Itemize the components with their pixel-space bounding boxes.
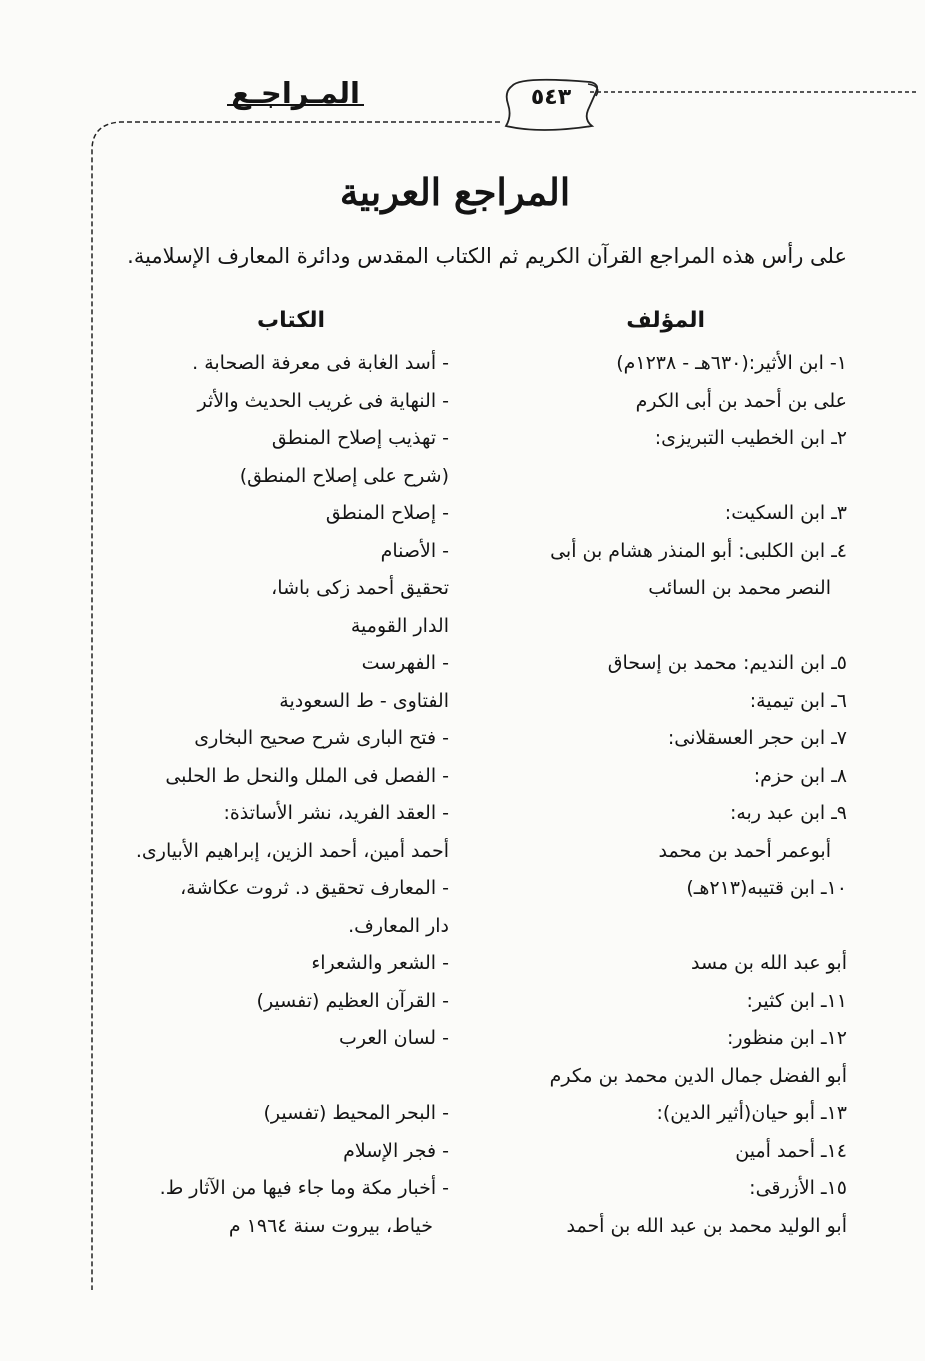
intro-paragraph: على رأس هذه المراجع القرآن الكريم ثم الكتاب المقدس ودائرة المعارف الإسلامية. <box>127 244 847 268</box>
book-entry: - الشعر والشعراء <box>311 952 449 974</box>
author-entry: ١٥ـ الأزرقى: <box>749 1177 847 1199</box>
author-entry: ١٤ـ أحمد أمين <box>735 1139 847 1162</box>
author-entry: ٣ـ ابن السكيت: <box>724 502 847 524</box>
author-entry: ١٣ـ أبو حيان(أثير الدين): <box>656 1102 847 1124</box>
author-entry: ٩ـ ابن عبد ربه: <box>729 802 847 824</box>
running-header: المـراجـع <box>231 76 360 110</box>
book-entry: - فتح البارى شرح صحيح البخارى <box>194 727 449 749</box>
author-entry: ٥ـ ابن النديم: محمد بن إسحاق <box>607 652 847 674</box>
book-entry: - أسد الغابة فى معرفة الصحابة . <box>192 352 449 374</box>
book-entry: الدار القومية <box>350 614 449 637</box>
book-entry: - القرآن العظيم (تفسير) <box>256 989 449 1012</box>
author-column-heading: المؤلف <box>626 308 705 333</box>
book-entry: - تهذيب إصلاح المنطق <box>271 427 449 449</box>
book-column-heading: الكتاب <box>257 308 325 333</box>
author-entry: ٨ـ ابن حزم: <box>753 764 847 787</box>
author-entry: على بن أحمد بن أبى الكرم <box>635 389 847 412</box>
book-entry: - العقد الفريد، نشر الأساتذة: <box>223 802 449 824</box>
author-entry: ٧ـ ابن حجر العسقلانى: <box>667 727 847 749</box>
page-title: المراجع العربية <box>339 170 571 214</box>
author-entry: ١١ـ ابن كثير: <box>746 989 847 1012</box>
book-entry: أحمد أمين، أحمد الزين، إبراهيم الأبيارى. <box>135 839 449 862</box>
page-number: ٥٤٣ <box>530 85 572 110</box>
book-entry: خياط، بيروت سنة ١٩٦٤ م <box>228 1214 433 1237</box>
author-entry: أبو الوليد محمد بن عبد الله بن أحمد <box>566 1214 847 1237</box>
book-entry: - فجر الإسلام <box>343 1139 449 1162</box>
author-entry: ٦ـ ابن تيمية: <box>749 689 847 712</box>
author-entry: أبو الفضل جمال الدين محمد بن مكرم <box>549 1064 847 1087</box>
author-entry: أبو عبد الله بن مسد <box>691 952 847 974</box>
book-entry: دار المعارف. <box>348 914 449 937</box>
author-entry: ١- ابن الأثير:(٦٣٠هـ - ١٢٣٨م) <box>616 352 847 374</box>
book-entry: - النهاية فى غريب الحديث والأثر <box>197 389 449 412</box>
book-entry: (شرح على إصلاح المنطق) <box>239 464 449 487</box>
author-entry: ٢ـ ابن الخطيب التبريزى: <box>654 427 847 449</box>
author-entry: أبوعمر أحمد بن محمد <box>658 839 831 862</box>
book-entry: تحقيق أحمد زكى باشا، <box>271 577 449 599</box>
book-entry: - الفصل فى الملل والنحل ط الحلبى <box>165 764 449 787</box>
author-entry: النصر محمد بن السائب <box>648 577 831 599</box>
book-entry: الفتاوى - ط السعودية <box>279 689 449 712</box>
author-entry: ٤ـ ابن الكلبى: أبو المنذر هشام بن أبى <box>550 539 847 562</box>
book-entry: - الأصنام <box>380 539 449 562</box>
book-entry: - الفهرست <box>361 652 449 674</box>
book-entry: - أخبار مكة وما جاء فيها من الآثار ط. <box>159 1177 449 1199</box>
book-entry: - لسان العرب <box>338 1027 449 1049</box>
book-entry: - إصلاح المنطق <box>325 502 449 524</box>
author-entry: ١٠ـ ابن قتيبه(٢١٣هـ) <box>686 877 847 899</box>
book-entry: - المعارف تحقيق د. ثروت عكاشة، <box>180 877 449 899</box>
author-entry: ١٢ـ ابن منظور: <box>727 1027 847 1049</box>
book-entry: - البحر المحيط (تفسير) <box>263 1102 449 1124</box>
